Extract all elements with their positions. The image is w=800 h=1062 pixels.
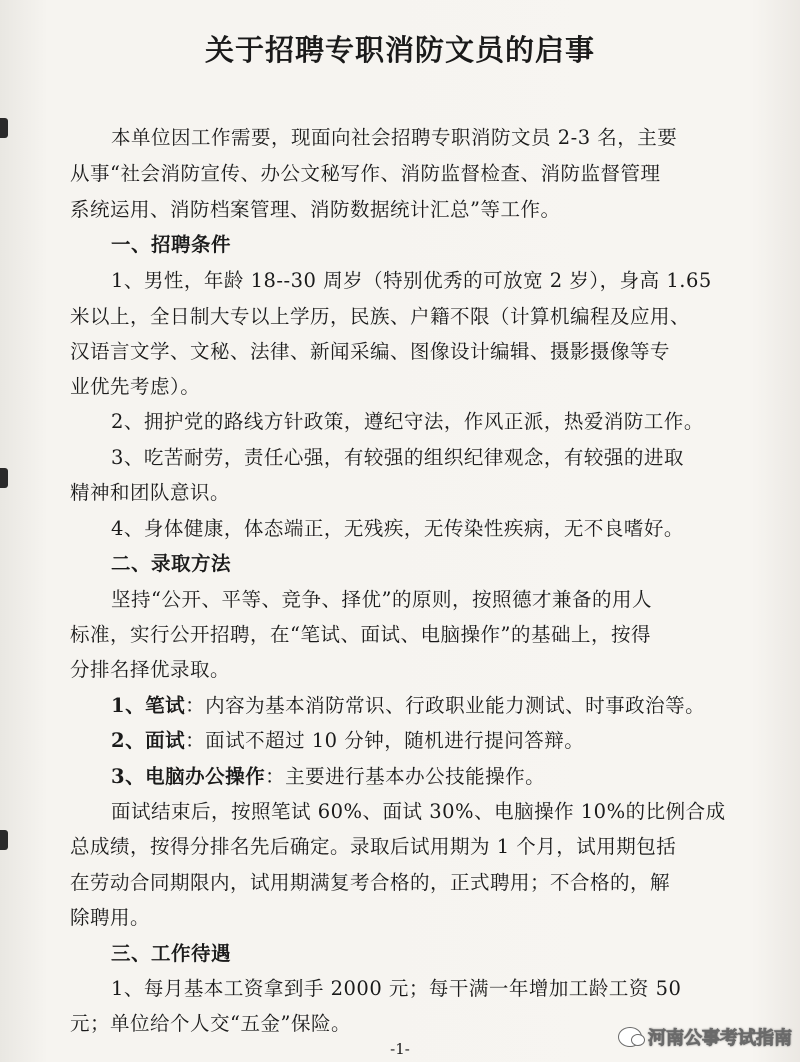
section-heading-admission-method: 二、录取方法 <box>111 552 232 575</box>
condition-1-line: 米以上，全日制大专以上学历，民族、户籍不限（计算机编程及应用、 <box>70 305 691 328</box>
wechat-icon <box>618 1027 642 1047</box>
written-exam-label: 1、笔试 <box>111 694 186 717</box>
condition-4: 4、身体健康，体态端正，无残疾，无传染性疾病，无不良嗜好。 <box>111 517 684 540</box>
condition-3-line: 精神和团队意识。 <box>70 481 231 504</box>
principle-line: 标准，实行公开招聘，在“笔试、面试、电脑操作”的基础上，按得 <box>70 623 651 646</box>
intro-line: 从事“社会消防宣传、办公文秘写作、消防监督检查、消防监督管理 <box>70 162 661 185</box>
condition-3-line: 3、吃苦耐劳，责任心强，有较强的组织纪律观念，有较强的进取 <box>111 446 684 469</box>
section-heading-benefits: 三、工作待遇 <box>111 942 232 965</box>
interview-label: 2、面试 <box>111 729 186 752</box>
result-line: 总成绩，按得分排名先后确定。录取后试用期为 1 个月，试用期包括 <box>70 835 677 858</box>
result-line: 在劳动合同期限内，试用期满复考合格的，正式聘用；不合格的，解 <box>70 871 671 894</box>
computer-operation-label: 3、电脑办公操作 <box>111 765 266 788</box>
intro-line: 本单位因工作需要，现面向社会招聘专职消防文员 2-3 名，主要 <box>111 126 678 149</box>
benefit-line: 元；单位给个人交“五金”保险。 <box>70 1012 351 1035</box>
intro-line: 系统运用、消防档案管理、消防数据统计汇总”等工作。 <box>70 198 561 221</box>
written-exam-text: ：内容为基本消防常识、行政职业能力测试、时事政治等。 <box>185 694 706 717</box>
binding-hole-mark <box>0 830 8 850</box>
condition-2: 2、拥护党的路线方针政策，遵纪守法，作风正派，热爱消防工作。 <box>111 410 704 433</box>
binding-hole-mark <box>0 118 8 138</box>
document-title: 关于招聘专职消防文员的启事 <box>204 33 595 67</box>
interview-text: ：面试不超过 10 分钟，随机进行提问答辩。 <box>185 729 585 752</box>
binding-hole-mark <box>0 468 8 488</box>
interview-item <box>111 725 584 753</box>
condition-1-line: 业优先考虑）。 <box>70 375 201 398</box>
written-exam-item <box>111 690 705 718</box>
computer-operation-text: ：主要进行基本办公技能操作。 <box>265 765 546 788</box>
result-line: 面试结束后，按照笔试 60%、面试 30%、电脑操作 10%的比例合成 <box>111 800 726 823</box>
result-line: 除聘用。 <box>70 906 151 929</box>
computer-operation-item <box>111 761 545 789</box>
watermark <box>618 1024 792 1050</box>
principle-line: 坚持“公开、平等、竞争、择优”的原则，按照德才兼备的用人 <box>111 588 652 611</box>
condition-1-line: 汉语言文学、文秘、法律、新闻采编、图像设计编辑、摄影摄像等专 <box>70 340 671 363</box>
principle-line: 分排名择优录取。 <box>70 658 231 681</box>
condition-1-line: 1、男性，年龄 18--30 周岁（特别优秀的可放宽 2 岁），身高 1.65 <box>111 269 712 292</box>
section-heading-recruitment-conditions: 一、招聘条件 <box>111 233 232 256</box>
page-number: -1- <box>390 1040 410 1058</box>
watermark-text: 河南公事考试指南 <box>648 1028 792 1049</box>
benefit-line: 1、每月基本工资拿到手 2000 元；每干满一年增加工龄工资 50 <box>111 977 682 1000</box>
